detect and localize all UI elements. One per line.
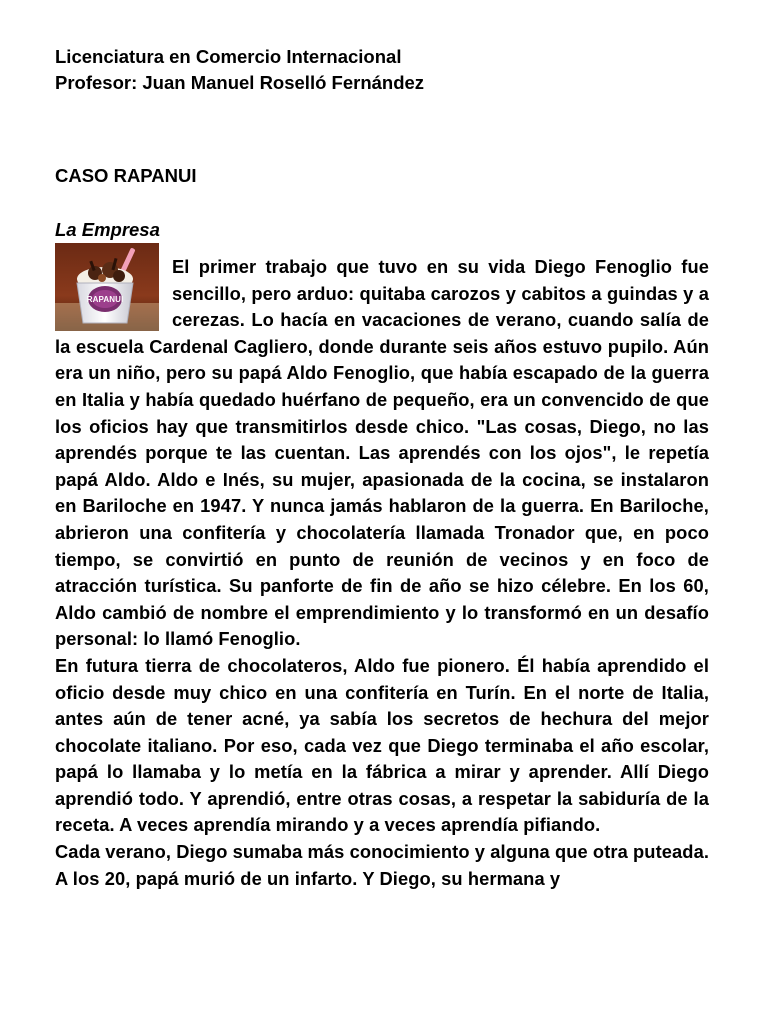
cup-label: RAPANUI — [86, 295, 124, 304]
document-page — [55, 44, 709, 892]
section-title: La Empresa — [55, 219, 160, 240]
paragraph-3: Cada verano, Diego sumaba más conocimiento y alguna que otra puteada. A los 20, papá murió de un infarto. Y Diego, su hermana y — [55, 841, 710, 889]
case-title: CASO RAPANUI — [55, 165, 197, 186]
ice-cream-cup-photo — [55, 243, 159, 331]
course-title: Licenciatura en Comercio Internacional — [55, 46, 402, 67]
body-text — [55, 254, 709, 892]
paragraph-2: En futura tierra de chocolateros, Aldo fue pionero. Él había aprendido el oficio desde muy chico en una confitería en Turín. En el norte de Italia, antes aún de tener acné, ya sabía los secretos de hechura del mejor chocolate italiano. Por eso, cada vez que Diego terminaba el año escolar, papá lo llamaba y lo metía en la fábrica a mirar y aprender. Allí Diego aprendió todo. Y aprendió, entre otras cosas, a respetar la sabiduría de la receta. A veces aprendía mirando y a veces aprendía pifiando. — [55, 654, 709, 836]
professor-name: Profesor: Juan Manuel Roselló Fernández — [55, 72, 425, 93]
paragraph-1: El primer trabajo que tuvo en su vida Diego Fenoglio fue sencillo, pero arduo: quitaba carozos y cabitos a guindas y a cerezas. Lo hacía en vacaciones de verano, cuando salía de la escuela Cardenal Cagliero, donde durante seis años estuvo pupilo. Aún era un niño, pero su papá Aldo Fenoglio, que había escapado de la guerra en Italia y había quedado huérfano de pequeño, era un convencido de que los oficios hay que transmitirlos desde chico. "Las cosas, Diego, no las aprendés porque te las cuentan. Las aprendés con los ojos", le repetía papá Aldo. Aldo e Inés, su mujer, apasionada de la cocina, se instalaron en Bariloche en 1947. Y nunca jamás hablaron de la guerra. En Bariloche, abrieron una confitería y chocolatería llamada Tronador que, en poco tiempo, se convirtió en punto de reunión de vecinos y en foco de atracción turística. Su panforte de fin de año se hizo célebre. En los 60, Aldo cambió de nombre el emprendimiento y lo transformó en un desafío personal: lo llamó Fenoglio. — [55, 256, 709, 650]
ice-cream-image — [55, 243, 159, 331]
